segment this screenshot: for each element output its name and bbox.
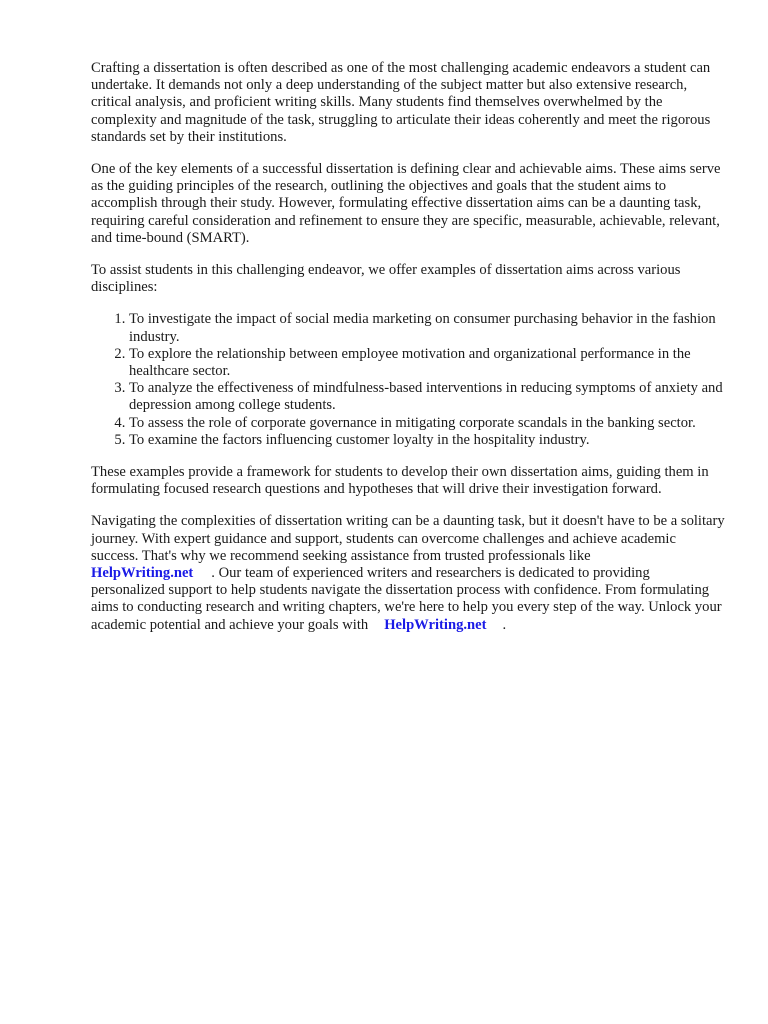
list-item: 2. To explore the relationship between employee motivation and organizational performance in the healthcare sector. xyxy=(129,346,726,380)
aims-paragraph: One of the key elements of a successful dissertation is defining clear and achievable aims. These aims serve as the guiding principles of the research, outlining the objectives and goals that the student aims to accomplish through their study. However, formulating effective dissertation aims can be a daunting task, requiring careful consideration and refinement to ensure they are specific, measurable, achievable, relevant, and time-bound (SMART). xyxy=(91,161,721,246)
list-item: 1. To investigate the impact of social media marketing on consumer purchasing behavior in the fashion industry. xyxy=(129,311,726,345)
helpwriting-link[interactable]: HelpWriting.net xyxy=(91,565,194,582)
assistance-paragraph xyxy=(91,513,726,633)
list-item: 4. To assess the role of corporate governance in mitigating corporate scandals in the banking sector. xyxy=(129,415,726,432)
assistance-text-middle: . Our team of experienced writers and researchers is dedicated to providing personalized support to help students navigate the dissertation process with confidence. From formulating aims to conducting research and writing chapters, we're here to help you every step of the way. Unlock your academic potential and achieve your goals with xyxy=(91,565,722,633)
framework-paragraph: These examples provide a framework for students to develop their own dissertation aims, guiding them in formulating focused research questions and hypotheses that will drive their investigation forward. xyxy=(91,464,709,498)
intro-paragraph: Crafting a dissertation is often described as one of the most challenging academic endeavors a student can undertake. It demands not only a deep understanding of the subject matter but also extensive research, critical analysis, and proficient writing skills. Many students find themselves overwhelmed by the complexity and magnitude of the task, struggling to articulate their ideas coherently and meet the rigorous standards set by their institutions. xyxy=(91,60,711,145)
document-body xyxy=(91,60,726,649)
assistance-text-start: Navigating the complexities of dissertation writing can be a daunting task, but it doesn't have to be a solitary journey. With expert guidance and support, students can overcome challenges and achieve academic success. That's why we recommend seeking assistance from trusted professionals like xyxy=(91,513,725,564)
assistance-text-end: . xyxy=(502,616,507,633)
helpwriting-link-end[interactable]: HelpWriting.net xyxy=(384,616,487,633)
list-item: 5. To examine the factors influencing customer loyalty in the hospitality industry. xyxy=(129,432,726,449)
aims-list xyxy=(91,311,726,449)
list-item: 3. To analyze the effectiveness of mindfulness-based interventions in reducing symptoms of anxiety and depression among college students. xyxy=(129,380,726,414)
examples-intro-paragraph: To assist students in this challenging endeavor, we offer examples of dissertation aims across various disciplines: xyxy=(91,262,681,296)
